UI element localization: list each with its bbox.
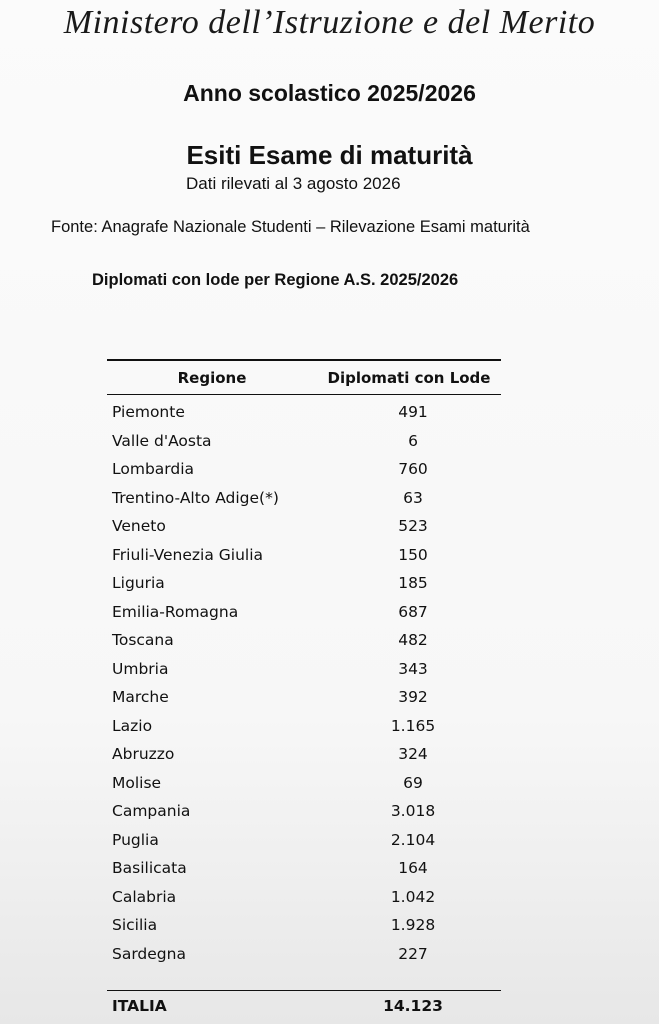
honors-count: 63: [403, 488, 423, 507]
region-name: Veneto: [112, 517, 166, 536]
region-name: Marche: [112, 688, 169, 707]
honors-count: 150: [398, 545, 428, 564]
table-row: [107, 484, 501, 513]
table-row: [107, 541, 501, 570]
honors-count: 324: [398, 745, 428, 764]
honors-table: [107, 359, 501, 968]
total-label: ITALIA: [112, 997, 167, 1015]
region-name: Sardegna: [112, 944, 186, 963]
table-row: [107, 883, 501, 912]
region-name: Umbria: [112, 659, 169, 678]
region-name: Toscana: [112, 631, 174, 650]
honors-count: 3.018: [390, 802, 436, 821]
region-name: Puglia: [112, 830, 159, 849]
ministry-heading: Ministero dell’Istruzione e del Merito: [63, 4, 596, 41]
date-note: Dati rilevati al 3 agosto 2026: [186, 174, 401, 193]
honors-count: 343: [398, 659, 428, 678]
region-name: Trentino-Alto Adige(*): [112, 488, 279, 507]
table-subtitle: Diplomati con lode per Regione A.S. 2025/2026: [92, 271, 459, 289]
honors-count: 2.104: [390, 830, 436, 849]
honors-count: 687: [398, 602, 428, 621]
table-row: [107, 683, 501, 712]
table-row: [107, 740, 501, 769]
table-row: [107, 427, 501, 456]
table-body: [107, 395, 501, 968]
table-row: [107, 455, 501, 484]
total-value: 14.123: [383, 997, 443, 1015]
table-row: [107, 569, 501, 598]
table-row: [107, 854, 501, 883]
region-name: Lombardia: [112, 460, 195, 479]
honors-count: 1.165: [390, 716, 436, 735]
column-header-region: Regione: [177, 368, 247, 387]
table-row: [107, 769, 501, 798]
region-name: Piemonte: [112, 403, 185, 422]
honors-count: 523: [398, 517, 428, 536]
table-row: [107, 655, 501, 684]
honors-count: 491: [398, 403, 428, 422]
region-name: Liguria: [112, 574, 165, 593]
table-row: [107, 512, 501, 541]
table-row: [107, 712, 501, 741]
region-name: Lazio: [112, 716, 153, 735]
region-name: Abruzzo: [112, 745, 175, 764]
column-header-honors: Diplomati con Lode: [327, 368, 491, 387]
table-row: [107, 940, 501, 969]
table-row: [107, 797, 501, 826]
region-name: Sicilia: [112, 916, 158, 935]
document-title: Esiti Esame di maturità: [186, 140, 473, 170]
honors-count: 69: [403, 773, 423, 792]
source-note: Fonte: Anagrafe Nazionale Studenti – Rilevazione Esami maturità: [51, 218, 530, 236]
honors-count: 6: [408, 431, 418, 450]
region-name: Friuli-Venezia Giulia: [112, 545, 264, 564]
region-name: Molise: [112, 773, 162, 792]
table-row: [107, 626, 501, 655]
region-name: Emilia-Romagna: [112, 602, 239, 621]
region-name: Campania: [112, 802, 191, 821]
total-section: [107, 990, 501, 1021]
table-header-row: [107, 361, 501, 394]
honors-count: 164: [398, 859, 428, 878]
honors-count: 1.928: [390, 916, 436, 935]
region-name: Valle d'Aosta: [112, 431, 212, 450]
table-row: [107, 398, 501, 427]
table-row: [107, 826, 501, 855]
table-row: [107, 598, 501, 627]
region-name: Calabria: [112, 887, 177, 906]
honors-count: 185: [398, 574, 428, 593]
honors-count: 392: [398, 688, 428, 707]
total-row: [107, 991, 501, 1021]
school-year-heading: Anno scolastico 2025/2026: [183, 80, 476, 106]
honors-count: 227: [398, 944, 428, 963]
honors-count: 1.042: [390, 887, 436, 906]
honors-count: 760: [398, 460, 428, 479]
region-name: Basilicata: [112, 859, 187, 878]
honors-count: 482: [398, 631, 428, 650]
table-row: [107, 911, 501, 940]
